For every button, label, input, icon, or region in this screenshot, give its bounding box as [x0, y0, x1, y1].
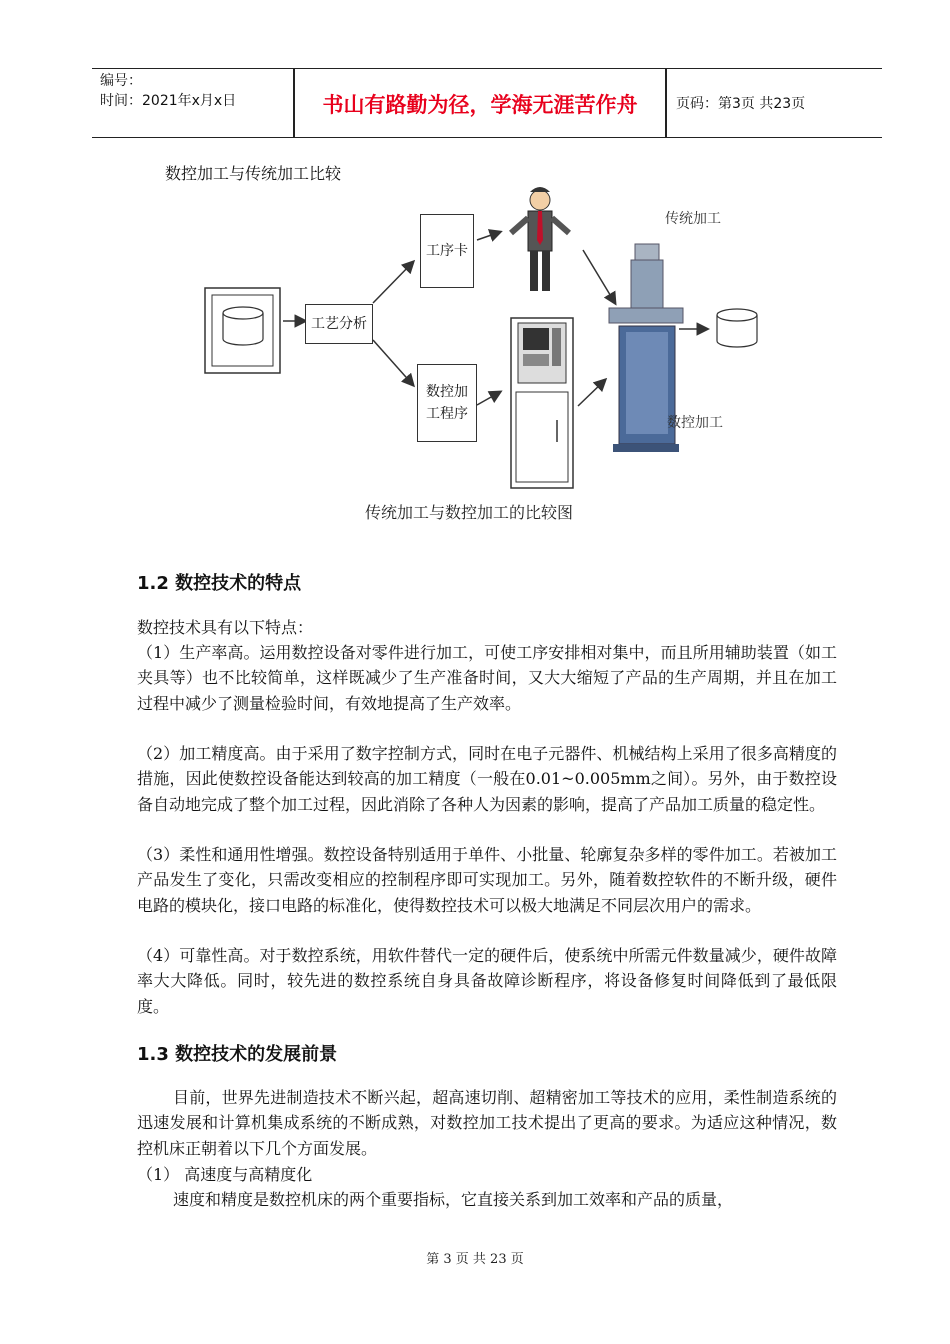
header-page-number: 页码：第3页 共23页 — [676, 96, 806, 112]
figure-caption-bottom: 传统加工与数控加工的比较图 — [365, 503, 574, 522]
document-icon — [205, 288, 280, 373]
paragraph: （4）可靠性高。对于数控系统，用软件替代一定的硬件后，使系统中所需元件数量减少，硬件故障率大大降低。同时，较先进的数控系统自身具备故障诊断程序，将设备修复时间降低到了最低限度。 — [137, 946, 837, 1016]
output-cylinder-icon — [717, 309, 757, 347]
arrow — [578, 380, 605, 406]
arrow — [373, 340, 413, 385]
page-header — [92, 68, 882, 138]
arrow — [477, 232, 500, 240]
node-nc-program-line1: 数控加 — [426, 384, 468, 400]
header-time: 时间：2021年x月x日 — [100, 93, 237, 109]
paragraph: （2）加工精度高。由于采用了数字控制方式，同时在电子元器件、机械结构上采用了很多高精度的措施，因此使数控设备能达到较高的加工精度（一般在0.01~0.005mm之间）。另外，由于数控设备自动地完成了整个加工过程，因此消除了各种人为因素的影响，提高了产品加工质量的稳定性。 — [137, 744, 837, 814]
paragraph: （3）柔性和通用性增强。数控设备特别适用于单件、小批量、轮廓复杂多样的零件加工。若被加工产品发生了变化，只需改变相应的控制程序即可实现加工。另外，随着数控软件的不断升级，硬件电路的模块化，接口电路的标准化，使得数控技术可以极大地满足不同层次用户的需求。 — [137, 845, 837, 915]
header-divider — [665, 69, 667, 137]
label-traditional: 传统加工 — [665, 211, 721, 227]
node-process-card: 工序卡 — [420, 214, 474, 288]
node-nc-program-line2: 工程序 — [426, 406, 468, 422]
list-item: （1） 高速度与高精度化 — [137, 1165, 313, 1184]
arrow — [477, 392, 500, 405]
page-footer: 第 3 页 共 23 页 — [426, 1252, 524, 1267]
header-number: 编号： — [100, 73, 142, 89]
node-nc-program — [417, 364, 477, 442]
section-heading: 1.2 数控技术的特点 — [137, 573, 302, 594]
figure-caption-top: 数控加工与传统加工比较 — [165, 164, 342, 183]
paragraph: （1）生产率高。运用数控设备对零件进行加工，可使工序安排相对集中，而且所用辅助装置（如工夹具等）也不比较简单，这样既减少了生产准备时间，又大大缩短了产品的生产周期，并且在加工过程中减少了测量检验时间，有效地提高了生产效率。 — [137, 643, 837, 713]
arrow — [583, 250, 615, 303]
comparison-diagram — [195, 180, 795, 530]
header-meta — [100, 71, 295, 111]
diagram-graphics — [195, 180, 795, 510]
nc-controller-icon — [511, 318, 573, 488]
arrow — [373, 262, 413, 303]
label-nc: 数控加工 — [667, 415, 723, 431]
paragraph: 速度和精度是数控机床的两个重要指标，它直接关系到加工效率和产品的质量， — [173, 1190, 734, 1209]
header-motto: 书山有路勤为径，学海无涯苦作舟 — [322, 93, 638, 117]
node-process-analysis: 工艺分析 — [305, 304, 373, 344]
paragraph: 目前，世界先进制造技术不断兴起，超高速切削、超精密加工等技术的应用，柔性制造系统的迅速发展和计算机集成系统的不断成熟，对数控加工技术提出了更高的要求。为适应这种情况，数控机床正朝着以下几个方面发展。 — [137, 1088, 837, 1158]
worker-icon — [511, 187, 569, 291]
paragraph: 数控技术具有以下特点： — [137, 618, 314, 637]
section-heading: 1.3 数控技术的发展前景 — [137, 1044, 338, 1065]
